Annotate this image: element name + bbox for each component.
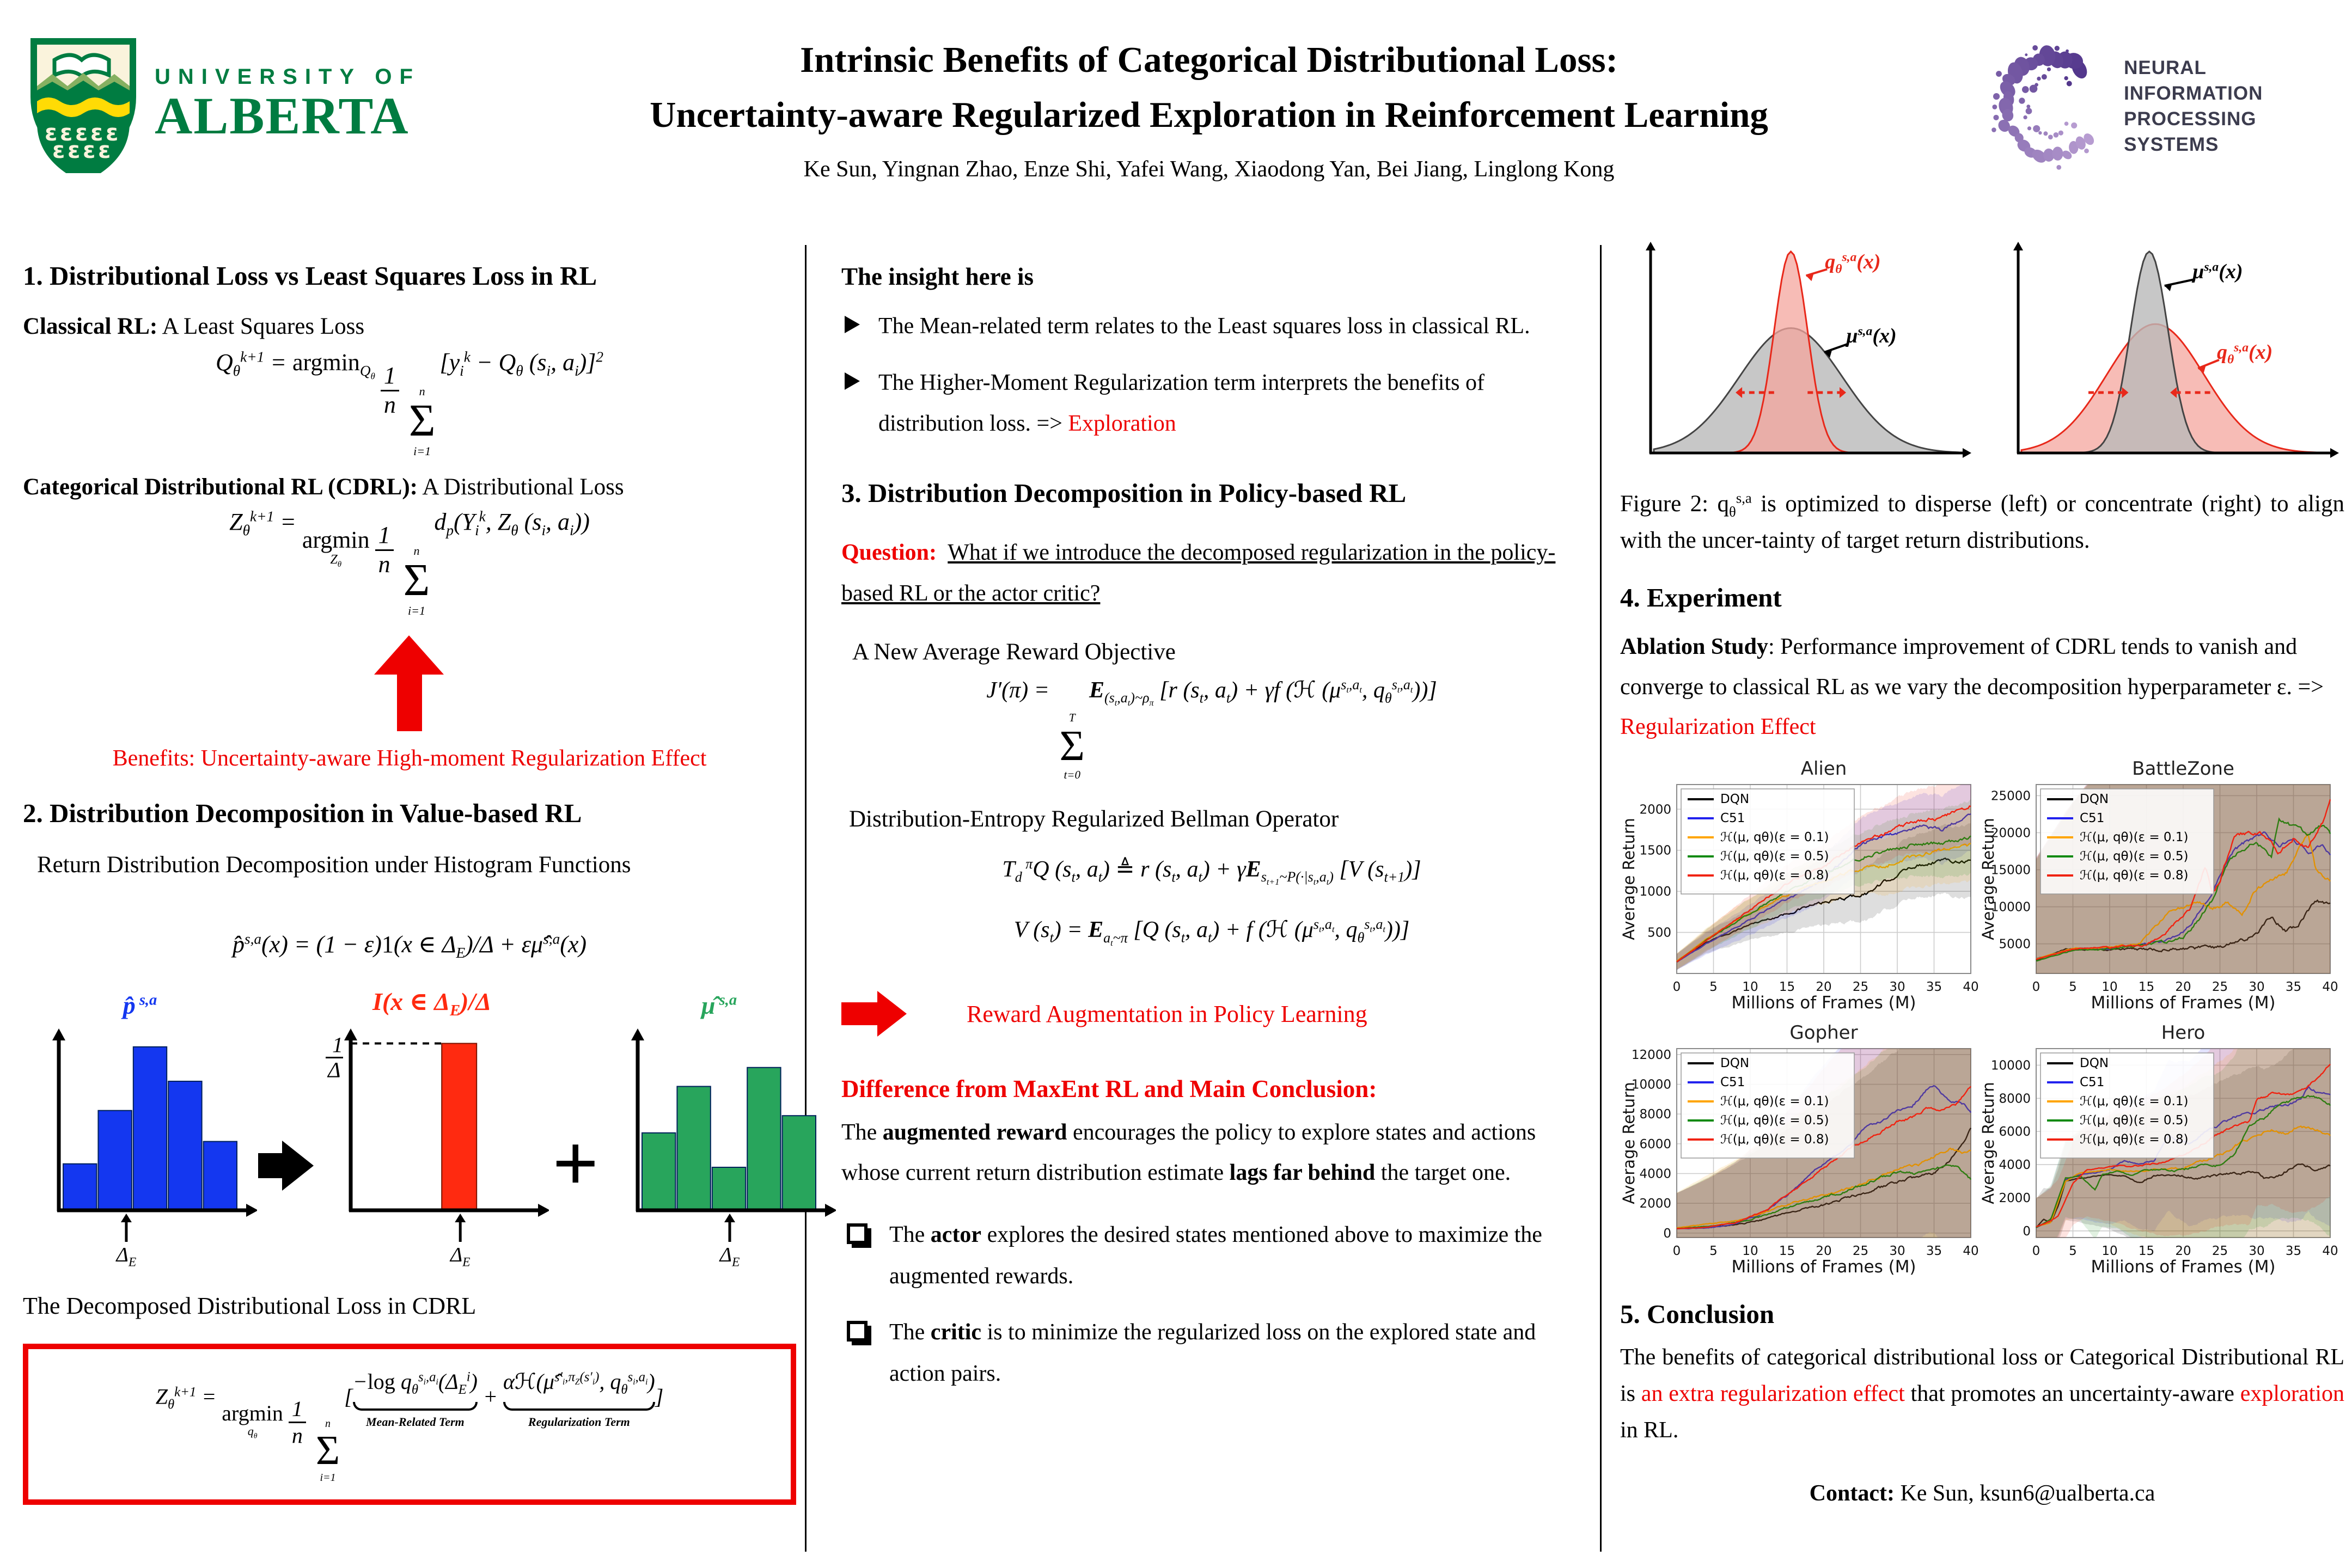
experiment-charts — [1620, 756, 2344, 1284]
svg-text:0: 0 — [2032, 979, 2041, 994]
svg-text:35: 35 — [1926, 1244, 1942, 1258]
svg-text:35: 35 — [1926, 979, 1942, 994]
svg-text:40: 40 — [2322, 979, 2338, 994]
histogram-caption: The Decomposed Distributional Loss in CDRL — [23, 1292, 476, 1319]
figure2-caption: Figure 2: $q_\theta^{s,a}$ is optimized to disperse (left) or concentrate (right) to align with the uncer‑tainty of target return distributions. — [1620, 489, 2344, 553]
svg-text:ℋ(μ, qθ)(ε = 0.5): ℋ(μ, qθ)(ε = 0.5) — [1720, 849, 1829, 863]
svg-text:20000: 20000 — [1990, 826, 2031, 841]
decomposed-loss-equation: $Z_\theta^{k+1}$ = argmin $q_\theta$ $\frac{1}{n}$ n Σ i=1 [ −log $q_\theta^{s_i,a_i}(\Delta_E^i)$ Mean-Related Term + αℋ(μ̂$^{s'_i,\pi_Z(s'_i)}$, $q_\theta^{s_i,a_i}$) Regularization Term ] — [155, 1369, 664, 1484]
insight-heading: The insight here is — [841, 263, 1034, 290]
svg-text:ɛ: ɛ — [98, 137, 111, 163]
svg-text:Average Return: Average Return — [1980, 1081, 1997, 1204]
svg-text:4000: 4000 — [1639, 1167, 1671, 1181]
value-function-equation: V $(s_t) = E_{a_t\sim\pi}$ [Q ($s_t$, $a_t) + f$ (ℋ ($\mu^{s_t,a_t}$, $q_\theta^{s_t,a_t}$))] — [1013, 916, 1410, 948]
column-1 — [23, 240, 796, 1505]
insight-bullet-2 — [841, 363, 1582, 445]
svg-text:25000: 25000 — [1990, 788, 2031, 803]
neurips-wordmark — [2124, 55, 2342, 158]
svg-text:0: 0 — [1663, 1226, 1671, 1241]
checkbox-icon — [847, 1321, 868, 1342]
svg-text:0: 0 — [1672, 979, 1681, 994]
svg-text:1500: 1500 — [1639, 843, 1671, 858]
svg-text:1000: 1000 — [1639, 884, 1671, 899]
actor-bullet-text: The actor explores the desired states mentioned above to maximize the augmented rewards. — [889, 1222, 1542, 1289]
figure2-left-chart — [1620, 240, 1977, 474]
svg-text:25: 25 — [2212, 1244, 2228, 1258]
neurips-swirl-icon — [1982, 24, 2119, 188]
svg-text:25: 25 — [1852, 1244, 1869, 1258]
svg-text:35: 35 — [2285, 1244, 2302, 1258]
svg-text:Average Return: Average Return — [1620, 817, 1638, 940]
svg-text:Millions of Frames (M): Millions of Frames (M) — [1731, 1257, 1916, 1277]
svg-text:Hero: Hero — [2161, 1021, 2206, 1044]
histogram-label-p: p̂ $^{s,a}$ — [123, 991, 157, 1019]
svg-text:15: 15 — [2138, 1244, 2155, 1258]
svg-text:2000: 2000 — [1999, 1191, 2031, 1205]
benefits-line: Benefits: Uncertainty-aware High-moment Regularization Effect — [112, 745, 707, 771]
decomposition-equation: p̂$^{s,a}$(x) = (1 − ε)1(x ∈ $\Delta_E)/\Delta$ + εμ̂$^{s,a}$(x) — [232, 930, 587, 961]
svg-text:ɛ: ɛ — [52, 137, 65, 163]
svg-text:2000: 2000 — [1639, 1196, 1671, 1211]
reward-augmentation-row — [841, 991, 1582, 1037]
ua-shield-icon — [26, 34, 140, 173]
svg-text:10000: 10000 — [1990, 1058, 2031, 1073]
column-2 — [841, 240, 1582, 1394]
authors: Ke Sun, Yingnan Zhao, Enze Shi, Yafei Wang, Xiaodong Yan, Bei Jiang, Linglong Kong — [803, 157, 1615, 182]
reward-augmentation-label: Reward Augmentation in Policy Learning — [967, 1000, 1367, 1027]
svg-text:15: 15 — [1779, 979, 1795, 994]
column-divider-left — [805, 245, 807, 1552]
university-of-alberta-logo — [26, 34, 420, 173]
ablation-paragraph: Ablation Study: Performance improvement of CDRL tends to vanish and converge to classical RL as we vary the decomposition hyperparameter ε. => Regularization Effect — [1620, 634, 2324, 740]
svg-text:0: 0 — [1672, 1244, 1681, 1258]
arrow-bullet-icon — [845, 372, 860, 390]
svg-text:C51: C51 — [2080, 1075, 2105, 1089]
figure2-left-panel — [1620, 240, 1977, 474]
ua-wordmark-line1: UNIVERSITY OF — [155, 64, 420, 89]
svg-text:8000: 8000 — [1999, 1091, 2031, 1106]
svg-text:ℋ(μ, qθ)(ε = 0.5): ℋ(μ, qθ)(ε = 0.5) — [2080, 1113, 2189, 1128]
svg-text:5000: 5000 — [1999, 937, 2031, 952]
cdrl-line: Categorical Distributional RL (CDRL): A Distributional Loss — [23, 474, 624, 500]
ua-wordmark — [155, 65, 420, 143]
svg-text:500: 500 — [1647, 926, 1671, 940]
distributional-loss-equation: $Z_\theta^{k+1}$ = argmin $Z_\theta$ $\frac{1}{n}$ n Σ i=1 $d_p(Y_i^k$, $Z_\theta$ ($s_i$, $a_i$)) — [229, 508, 590, 617]
svg-text:15: 15 — [2138, 979, 2155, 994]
svg-text:25: 25 — [2212, 979, 2228, 994]
column-divider-right — [1600, 245, 1602, 1552]
insight-bullet-1-text: The Mean-related term relates to the Least squares loss in classical RL. — [878, 314, 1530, 339]
svg-text:6000: 6000 — [1999, 1124, 2031, 1139]
figure2-right-panel — [1988, 240, 2344, 474]
section2-heading: 2. Distribution Decomposition in Value-based RL — [23, 798, 582, 828]
svg-text:ℋ(μ, qθ)(ε = 0.1): ℋ(μ, qθ)(ε = 0.1) — [1720, 830, 1829, 844]
svg-text:35: 35 — [2285, 979, 2302, 994]
svg-text:ɛ: ɛ — [60, 119, 73, 146]
histogram-label-indicator: I(x ∈ $\Delta_E)/\Delta$ — [372, 987, 492, 1019]
svg-text:DQN: DQN — [2080, 792, 2109, 806]
average-reward-equation: J′(π) = T Σ t=0 $E_{(s_t,a_t)\sim\rho_\pi}$ [r ($s_t$, $a_t) + \gamma f$ (ℋ ($\mu^{s_t,a_t}$, $q_\theta^{s_t,a_t}$))] — [986, 676, 1437, 781]
svg-text:ℋ(μ, qθ)(ε = 0.8): ℋ(μ, qθ)(ε = 0.8) — [1720, 868, 1829, 883]
insight-bullet-2-text: The Higher-Moment Regularization term interprets the benefits of distribution loss. => Exploration — [878, 370, 1484, 437]
svg-text:Millions of Frames (M): Millions of Frames (M) — [2091, 1257, 2276, 1277]
chart-hero — [1980, 1020, 2339, 1284]
svg-text:5: 5 — [2069, 1244, 2077, 1258]
actor-bullet — [841, 1215, 1582, 1297]
svg-text:10000: 10000 — [1990, 900, 2031, 915]
svg-text:0: 0 — [2032, 1244, 2041, 1258]
svg-text:30: 30 — [2249, 1244, 2265, 1258]
svg-text:C51: C51 — [1720, 1075, 1745, 1089]
contact-line: Contact: Ke Sun, ksun6@ualberta.ca — [1809, 1481, 2155, 1506]
svg-text:20: 20 — [2175, 979, 2191, 994]
svg-text:DQN: DQN — [2080, 1056, 2109, 1070]
histogram-indicator-chart: $1\Delta\Delta_E$ — [315, 1022, 549, 1278]
svg-text:C51: C51 — [2080, 811, 2105, 825]
section3-heading: 3. Distribution Decomposition in Policy-based RL — [841, 477, 1407, 508]
section2-subline: Return Distribution Decomposition under Histogram Functions — [37, 852, 631, 878]
bellman-operator-equation: $T_d$ $^\pi$Q ($s_t$, $a_t$) ≜ r ($s_t$, $a_t) + \gamma E_{s_{t+1}\sim P(\cdot|s_t,a_t)}$ [V $(s_{t+1})$] — [1002, 855, 1421, 887]
svg-text:ɛ: ɛ — [106, 119, 119, 146]
svg-text:10: 10 — [2101, 1244, 2118, 1258]
bellman-label: Distribution-Entropy Regularized Bellman Operator — [849, 806, 1339, 832]
conclusion-paragraph: The benefits of categorical distributional loss or Categorical Distributional RL is an extra regularization effect that promotes an uncertainty‑aware exploration in RL. — [1620, 1344, 2345, 1443]
section1-heading: 1. Distributional Loss vs Least Squares Loss in RL — [23, 261, 597, 291]
svg-text:10: 10 — [2101, 979, 2118, 994]
svg-text:5: 5 — [1709, 1244, 1718, 1258]
svg-text:12000: 12000 — [1631, 1048, 1671, 1062]
svg-text:ℋ(μ, qθ)(ε = 0.5): ℋ(μ, qθ)(ε = 0.5) — [1720, 1113, 1829, 1128]
svg-text:ℋ(μ, qθ)(ε = 0.1): ℋ(μ, qθ)(ε = 0.1) — [2080, 1094, 2189, 1108]
svg-text:20: 20 — [1816, 979, 1832, 994]
histogram-label-mu: μ̂ $^{s,a}$ — [701, 991, 737, 1019]
svg-text:ɛ: ɛ — [75, 119, 88, 146]
svg-text:4000: 4000 — [1999, 1157, 2031, 1172]
histogram-mu-chart: $\Delta_E$ — [602, 1022, 836, 1278]
classical-rl-line: Classical RL: A Least Squares Loss — [23, 314, 365, 339]
chart-battlezone — [1980, 756, 2339, 1020]
svg-text:40: 40 — [1963, 979, 1979, 994]
up-arrow-icon — [374, 635, 445, 731]
transform-arrow-icon — [258, 1141, 314, 1191]
svg-text:ℋ(μ, qθ)(ε = 0.8): ℋ(μ, qθ)(ε = 0.8) — [1720, 1132, 1829, 1147]
svg-text:15000: 15000 — [1990, 863, 2031, 878]
svg-text:10: 10 — [1742, 979, 1758, 994]
svg-text:40: 40 — [1963, 1244, 1979, 1258]
svg-text:ɛ: ɛ — [68, 137, 81, 163]
svg-text:ɛ: ɛ — [45, 119, 58, 146]
decomposed-loss-box — [23, 1344, 796, 1505]
histogram-panel-indicator — [315, 987, 549, 1278]
figure2-curve-label: $q_\theta^{s,a}(x)$ — [1825, 249, 1881, 277]
right-arrow-icon — [841, 991, 907, 1037]
difference-heading: Difference from MaxEnt RL and Main Conclusion: — [841, 1075, 1377, 1103]
svg-text:ℋ(μ, qθ)(ε = 0.8): ℋ(μ, qθ)(ε = 0.8) — [2080, 868, 2189, 883]
svg-text:ℋ(μ, qθ)(ε = 0.8): ℋ(μ, qθ)(ε = 0.8) — [2080, 1132, 2189, 1147]
svg-text:ɛ: ɛ — [83, 137, 96, 163]
chart-gopher — [1620, 1020, 1980, 1284]
title-block — [457, 33, 1960, 182]
svg-text:20: 20 — [1816, 1244, 1832, 1258]
svg-text:25: 25 — [1852, 979, 1869, 994]
svg-text:Average Return: Average Return — [1980, 817, 1997, 940]
svg-text:30: 30 — [1889, 979, 1905, 994]
figure2 — [1620, 240, 2344, 474]
svg-text:Δ: Δ — [328, 1057, 341, 1082]
svg-text:40: 40 — [2322, 1244, 2338, 1258]
section5-heading: 5. Conclusion — [1620, 1298, 1775, 1329]
poster-title-line2: Uncertainty-aware Regularized Exploration in Reinforcement Learning — [650, 94, 1768, 135]
histogram-figure — [23, 987, 796, 1278]
figure2-curve-label: $q_\theta^{s,a}(x)$ — [2216, 340, 2273, 367]
svg-text:DQN: DQN — [1720, 1056, 1750, 1070]
least-squares-equation: $Q_\theta^{k+1} = argmin_{Q_\theta}$ $\frac{1}{n}$ n Σ i=1 [$y_i^k - Q_\theta$ ($s_i$, $a_i)]^2$ — [215, 348, 604, 458]
header — [0, 0, 2352, 234]
ua-wordmark-line2: ALBERTA — [155, 86, 410, 145]
checkbox-icon — [847, 1223, 868, 1244]
figure2-curve-label: $\mu^{s,a}(x)$ — [2192, 260, 2243, 283]
svg-text:30: 30 — [2249, 979, 2265, 994]
svg-text:20: 20 — [2175, 1244, 2191, 1258]
figure2-curve-label: $\mu^{s,a}(x)$ — [1846, 324, 1897, 348]
svg-text:30: 30 — [1889, 1244, 1905, 1258]
svg-text:Millions of Frames (M): Millions of Frames (M) — [2091, 993, 2276, 1013]
neurips-wordmark-line2: PROCESSING SYSTEMS — [2124, 108, 2257, 156]
svg-text:1: 1 — [332, 1032, 343, 1057]
svg-text:ℋ(μ, qθ)(ε = 0.5): ℋ(μ, qθ)(ε = 0.5) — [2080, 849, 2189, 863]
svg-text:6000: 6000 — [1639, 1137, 1671, 1152]
section4-heading: 4. Experiment — [1620, 583, 1782, 613]
objective-label: A New Average Reward Objective — [852, 639, 1176, 665]
difference-paragraph: The augmented reward encourages the policy to explore states and actions whose current return distribution estimate lags far behind the target one. — [841, 1120, 1536, 1185]
poster-title-line1: Intrinsic Benefits of Categorical Distributional Loss: — [800, 40, 1618, 80]
figure2-right-chart — [1988, 240, 2344, 474]
svg-text:ℋ(μ, qθ)(ε = 0.1): ℋ(μ, qθ)(ε = 0.1) — [2080, 830, 2189, 844]
neurips-logo — [1982, 16, 2342, 196]
histogram-p-chart: $\Delta_E$ — [23, 1022, 257, 1278]
neurips-wordmark-line1: NEURAL INFORMATION — [2124, 57, 2263, 104]
arrow-bullet-icon — [845, 316, 860, 333]
question-line: Question: What if we introduce the decomposed regularization in the policy-based RL or the actor critic? — [841, 540, 1556, 607]
svg-text:ɛ: ɛ — [90, 119, 103, 146]
column-3 — [1620, 240, 2344, 1506]
critic-bullet — [841, 1312, 1582, 1394]
svg-text:ℋ(μ, qθ)(ε = 0.1): ℋ(μ, qθ)(ε = 0.1) — [1720, 1094, 1829, 1108]
svg-text:0: 0 — [2023, 1224, 2031, 1239]
svg-text:C51: C51 — [1720, 811, 1745, 825]
svg-text:10: 10 — [1742, 1244, 1758, 1258]
chart-alien — [1620, 756, 1980, 1020]
svg-text:Alien: Alien — [1800, 757, 1847, 780]
svg-text:5: 5 — [1709, 979, 1718, 994]
histogram-panel-p — [23, 991, 257, 1278]
svg-text:2000: 2000 — [1639, 802, 1671, 817]
svg-text:15: 15 — [1779, 1244, 1795, 1258]
svg-text:5: 5 — [2069, 979, 2077, 994]
critic-bullet-text: The critic is to minimize the regularized loss on the explored state and action pairs. — [889, 1320, 1536, 1386]
insight-bullet-1 — [841, 306, 1582, 347]
histogram-panel-mu — [602, 991, 836, 1278]
svg-text:BattleZone: BattleZone — [2132, 757, 2234, 780]
svg-text:Average Return: Average Return — [1620, 1081, 1638, 1204]
plus-sign: + — [552, 1118, 599, 1209]
svg-text:Millions of Frames (M): Millions of Frames (M) — [1731, 993, 1916, 1013]
svg-text:Gopher: Gopher — [1789, 1021, 1858, 1044]
svg-text:10000: 10000 — [1631, 1077, 1671, 1092]
svg-text:DQN: DQN — [1720, 792, 1750, 806]
svg-text:8000: 8000 — [1639, 1107, 1671, 1122]
